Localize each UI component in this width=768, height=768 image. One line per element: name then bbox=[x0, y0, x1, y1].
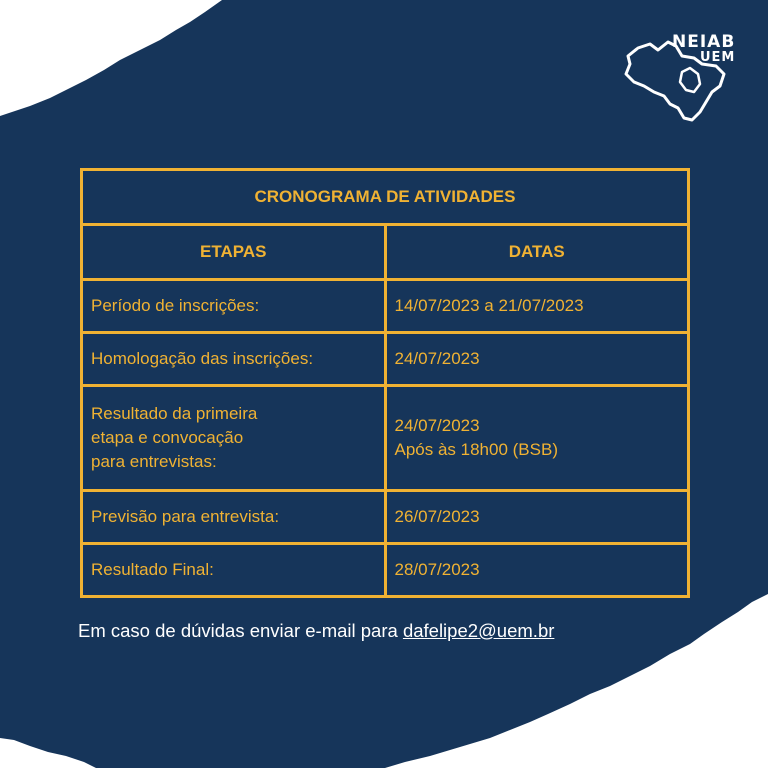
table-row bbox=[82, 333, 689, 386]
etapa-cell: Resultado Final: bbox=[82, 544, 386, 597]
data-cell: 14/07/2023 a 21/07/2023 bbox=[385, 280, 689, 333]
table-header-row bbox=[82, 225, 689, 280]
etapa-cell: Resultado da primeira etapa e convocação para entrevistas: bbox=[82, 386, 386, 491]
schedule-table bbox=[80, 168, 690, 598]
etapa-cell: Período de inscrições: bbox=[82, 280, 386, 333]
footer-text: Em caso de dúvidas enviar e-mail para bbox=[78, 620, 403, 641]
column-header-etapas: ETAPAS bbox=[82, 225, 386, 280]
data-cell: 26/07/2023 bbox=[385, 491, 689, 544]
torn-paper-bottom-left bbox=[0, 738, 96, 768]
table-row bbox=[82, 386, 689, 491]
table-title: CRONOGRAMA DE ATIVIDADES bbox=[82, 170, 689, 225]
logo-title: NEIAB bbox=[672, 32, 736, 52]
data-cell: 28/07/2023 bbox=[385, 544, 689, 597]
table-row bbox=[82, 280, 689, 333]
torn-paper-top-left bbox=[0, 0, 222, 116]
etapa-cell: Previsão para entrevista: bbox=[82, 491, 386, 544]
table-title-row bbox=[82, 170, 689, 225]
column-header-datas: DATAS bbox=[385, 225, 689, 280]
logo-subtitle: UEM bbox=[700, 50, 736, 65]
table-row bbox=[82, 491, 689, 544]
data-cell: 24/07/2023 Após às 18h00 (BSB) bbox=[385, 386, 689, 491]
contact-footer bbox=[78, 620, 554, 642]
email-link[interactable]: dafelipe2@uem.br bbox=[402, 620, 555, 641]
etapa-cell: Homologação das inscrições: bbox=[82, 333, 386, 386]
neiab-logo bbox=[620, 28, 740, 128]
data-cell: 24/07/2023 bbox=[385, 333, 689, 386]
table-row bbox=[82, 544, 689, 597]
